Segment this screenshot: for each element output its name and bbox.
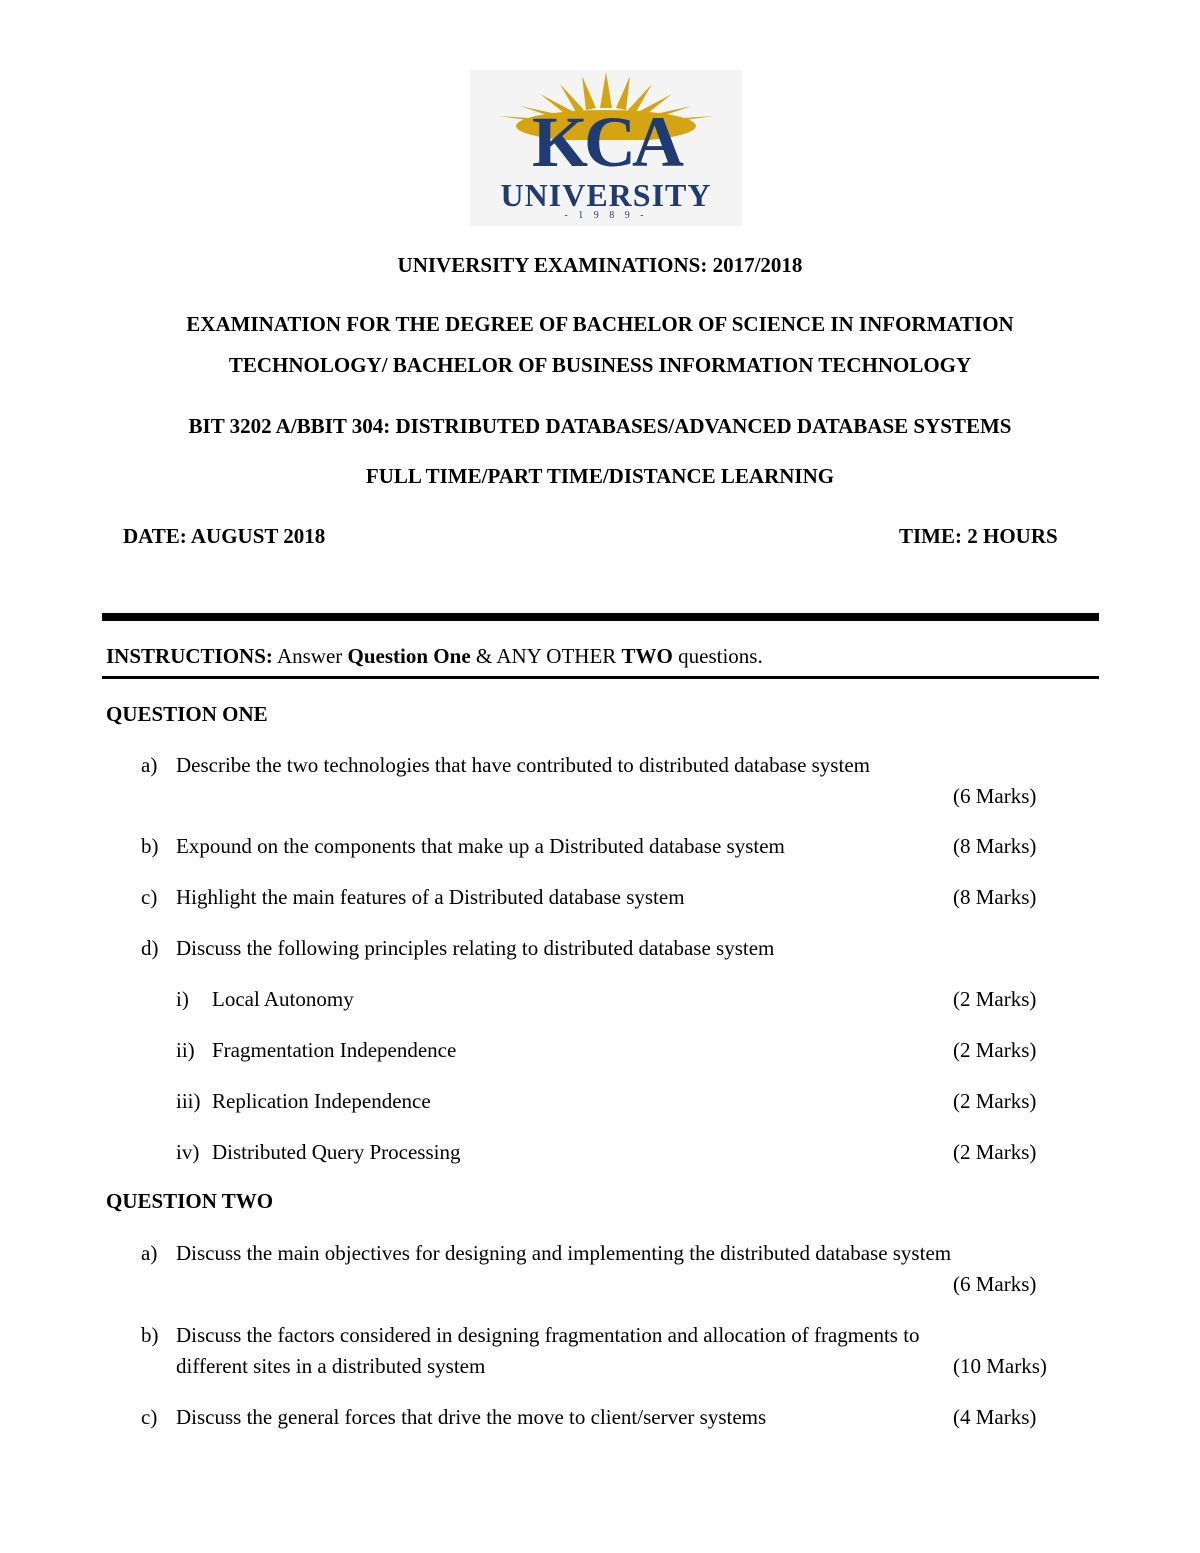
q1-a-label: a) — [141, 753, 158, 777]
instructions-bold-2: TWO — [621, 644, 673, 668]
divider-thin — [102, 676, 1099, 679]
exam-session-title: UNIVERSITY EXAMINATIONS: 2017/2018 — [397, 253, 803, 277]
q1-d-text: Discuss the following principles relating to distributed database system — [176, 936, 775, 960]
q1-d-sub-label: iii) — [176, 1089, 201, 1113]
q2-b-marks: (10 Marks) — [953, 1354, 1047, 1378]
q2-a-marks: (6 Marks) — [953, 1272, 1037, 1296]
q1-d-sub-marks: (2 Marks) — [953, 1038, 1037, 1062]
instructions-bold-1: Question One — [347, 644, 471, 668]
q1-c-text: Highlight the main features of a Distributed database system — [176, 885, 685, 909]
q1-b-label: b) — [141, 834, 159, 858]
q2-b-text-line1: Discuss the factors considered in designing fragmentation and allocation of fragments to — [176, 1323, 920, 1347]
question-one-title: QUESTION ONE — [106, 702, 268, 726]
kca-logo — [470, 70, 742, 226]
q1-d-sub-label: i) — [176, 987, 189, 1011]
q1-c-marks: (8 Marks) — [953, 885, 1037, 909]
q2-b-text-line2: different sites in a distributed system — [176, 1354, 486, 1378]
course-title: BIT 3202 A/BBIT 304: DISTRIBUTED DATABASES/ADVANCED DATABASE SYSTEMS — [188, 414, 1012, 438]
q1-d-sub-marks: (2 Marks) — [953, 987, 1037, 1011]
q1-d-sub-marks: (2 Marks) — [953, 1089, 1037, 1113]
logo-subtitle: UNIVERSITY — [500, 177, 712, 213]
q1-b-marks: (8 Marks) — [953, 834, 1037, 858]
instructions-text-2: & ANY OTHER — [470, 644, 622, 668]
instructions — [106, 644, 763, 669]
q2-a-text: Discuss the main objectives for designing and implementing the distributed database system — [176, 1241, 952, 1265]
q2-a-label: a) — [141, 1241, 158, 1265]
exam-time: TIME: 2 HOURS — [899, 524, 1058, 548]
q1-d-sub-marks: (2 Marks) — [953, 1140, 1037, 1164]
degree-title-line2: TECHNOLOGY/ BACHELOR OF BUSINESS INFORMATION TECHNOLOGY — [228, 353, 972, 377]
exam-date: DATE: AUGUST 2018 — [123, 524, 326, 548]
logo-brand: KCA — [532, 102, 680, 182]
q1-d-sub-label: ii) — [176, 1038, 195, 1062]
q2-c-label: c) — [141, 1405, 158, 1429]
q1-d-sub-text: Fragmentation Independence — [212, 1038, 457, 1062]
q1-d-sub-text: Local Autonomy — [212, 987, 354, 1011]
q1-b-text: Expound on the components that make up a Distributed database system — [176, 834, 785, 858]
instructions-label: INSTRUCTIONS: — [106, 644, 273, 668]
q1-a-marks: (6 Marks) — [953, 784, 1037, 808]
divider-thick — [102, 613, 1099, 621]
degree-title-line1: EXAMINATION FOR THE DEGREE OF BACHELOR OF SCIENCE IN INFORMATION — [186, 312, 1014, 336]
logo-year: - 1 9 8 9 - — [564, 210, 648, 221]
q2-c-marks: (4 Marks) — [953, 1405, 1037, 1429]
q1-a-text: Describe the two technologies that have contributed to distributed database system — [176, 753, 870, 777]
instructions-text-3: questions. — [672, 644, 763, 668]
q2-b-label: b) — [141, 1323, 159, 1347]
instructions-text-1: Answer — [272, 644, 348, 668]
question-two-title: QUESTION TWO — [106, 1189, 274, 1213]
q1-d-sub-text: Distributed Query Processing — [212, 1140, 461, 1164]
q2-c-text: Discuss the general forces that drive the move to client/server systems — [176, 1405, 767, 1429]
q1-c-label: c) — [141, 885, 158, 909]
study-mode: FULL TIME/PART TIME/DISTANCE LEARNING — [365, 464, 835, 488]
q1-d-sub-label: iv) — [176, 1140, 200, 1164]
q1-d-label: d) — [141, 936, 159, 960]
q1-d-sub-text: Replication Independence — [212, 1089, 431, 1113]
